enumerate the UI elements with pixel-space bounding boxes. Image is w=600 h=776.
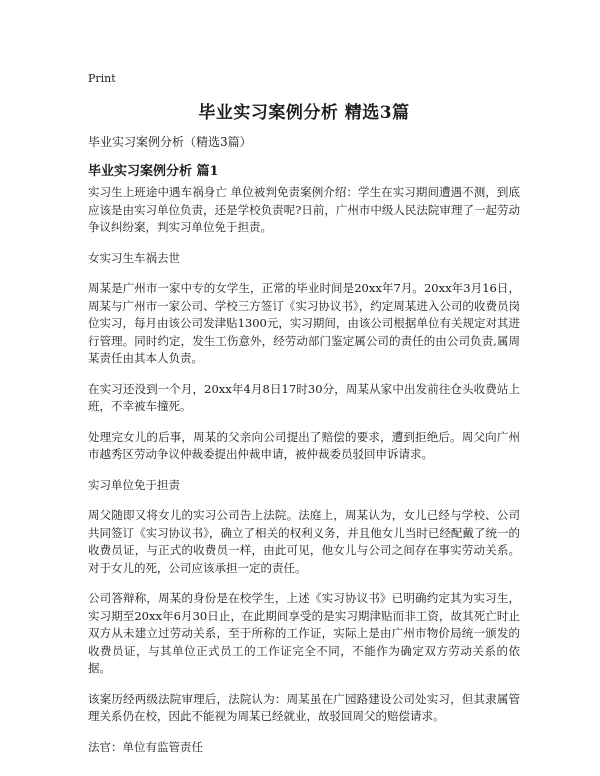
paragraph: 处理完女儿的后事，周某的父亲向公司提出了赔偿的要求，遭到拒绝后。周父向广州市越秀区劳动争议仲裁委提出仲裁申请，被仲裁委员驳回申诉请求。 (88, 429, 520, 461)
paragraph: 该案历经两级法院审理后，法院认为：周某虽在广园路建设公司处实习，但其隶属管理关系仍在校，因此不能视为周某已经就业，故驳回周父的赔偿请求。 (88, 691, 520, 723)
section-heading: 毕业实习案例分析 篇1 (88, 164, 219, 179)
paragraph: 在实习还没到一个月，20xx年4月8日17时30分，周某从家中出发前往仓头收费站上班，不幸被车撞死。 (88, 381, 520, 413)
subheading: 女实习生车祸去世 (88, 250, 180, 265)
document-body (88, 184, 520, 769)
subheading: 实习单位免于担责 (88, 477, 180, 492)
print-link[interactable]: Print (88, 72, 116, 85)
document-subtitle: 毕业实习案例分析（精选3篇） (88, 135, 252, 149)
paragraph: 周父随即又将女儿的实习公司告上法院。法庭上，周某认为，女儿已经与学校、公司共同签订《实习协议书》，确立了相关的权利义务，并且他女儿当时已经配戴了统一的收费员证，与正式的收费员一样，由此可见，他女儿与公司之间存在事实劳动关系。对于女儿的死，公司应该承担一定的责任。 (88, 508, 520, 575)
document-title: 毕业实习案例分析 精选3篇 (198, 103, 410, 123)
paragraph: 公司答辩称，周某的身份是在校学生，上述《实习协议书》已明确约定其为实习生，实习期至20xx年6月30日止，在此期间享受的是实习期津贴而非工资，故其死亡时止双方从未建立过劳动关系，至于所称的工作证，实际上是由广州市物价局统一颁发的收费员证，与其单位正式员工的工作证完全不同，不能作为确定双方劳动关系的依据。 (88, 591, 520, 675)
subheading: 法官：单位有监管责任 (88, 739, 203, 754)
paragraph: 实习生上班途中遇车祸身亡 单位被判免责案例介绍：学生在实习期间遭遇不测，到底应该是由实习单位负责，还是学校负责呢?日前，广州市中级人民法院审理了一起劳动争议纠纷案，判实习单位免于担责。 (88, 185, 520, 234)
paragraph: 周某是广州市一家中专的女学生，正常的毕业时间是20xx年7月。20xx年3月16日，周某与广州市一家公司、学校三方签订《实习协议书》，约定周某进入公司的收费员岗位实习，每月由该公司发津贴1300元，实习期间，由该公司根据单位有关规定对其进行管理。同时约定，发生工伤意外，经劳动部门鉴定属公司的责任的由公司负责,属周某责任由其本人负责。 (88, 281, 520, 365)
